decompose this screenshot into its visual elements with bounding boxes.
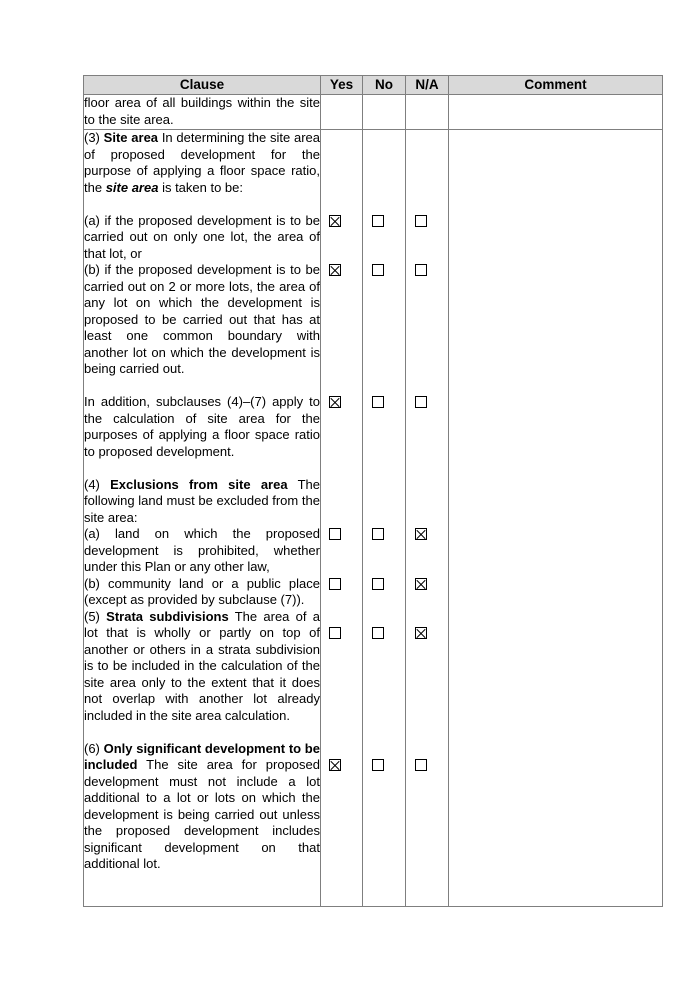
yes-checkbox-4a[interactable] [329,528,341,540]
na-checkbox-4a[interactable] [415,528,427,540]
item-4a: (a) land on which the proposed development is prohibited, whether under this Plan or any other law, [84,526,320,574]
header-comment: Comment [449,76,663,95]
site-area-paragraph [84,130,320,213]
item-4b: (b) community land or a public place (except as provided by subclause (7)). [84,575,320,607]
na-checkbox-3b[interactable] [415,264,427,276]
yes-cell [321,95,363,130]
na-checkbox-5[interactable] [415,627,427,639]
clause-cell [84,95,321,130]
header-clause: Clause [84,76,321,95]
subclause-text: The site area for proposed development must not include a lot additional to a lot or lots on which the development is being carried out unless the proposed development includes significant development on that additional lot. [84,757,320,871]
yes-checkbox-3c[interactable] [329,396,341,408]
na-checkbox-6[interactable] [415,759,427,771]
no-checkbox-4b[interactable] [372,578,384,590]
na-checkbox-3c[interactable] [415,396,427,408]
significant-paragraph [84,741,320,890]
no-checkbox-3b[interactable] [372,264,384,276]
na-checkbox-4b[interactable] [415,578,427,590]
table-row [84,130,663,907]
yes-checkbox-3b[interactable] [329,264,341,276]
clause-table [83,75,663,907]
item-3b: (b) if the proposed development is to be carried out on 2 or more lots, the area of any lot on which the development is proposed to be carried out that has at least one common boundary with another lot on which the development is being carried out. [84,262,320,376]
yes-checkbox-6[interactable] [329,759,341,771]
no-cell [363,130,406,907]
item-3a: (a) if the proposed development is to be carried out on only one lot, the area of that lot, or [84,212,320,261]
subclause-intro: In determining the site area of proposed development for the purpose of applying a floor space ratio, the [84,130,320,195]
header-no: No [363,76,406,95]
subclause-number: (3) [84,130,100,145]
clause-text: floor area of all buildings within the site to the site area. [84,95,320,127]
subclause-title: Only significant development to be included [84,740,320,772]
no-checkbox-4a[interactable] [372,528,384,540]
comment-cell[interactable] [449,130,663,907]
clause-cell [84,130,321,907]
no-checkbox-6[interactable] [372,759,384,771]
no-checkbox-3a[interactable] [372,215,384,227]
subclause-title: Strata subdivisions [106,608,229,624]
subclause-intro-end: is taken to be: [158,179,244,195]
item-3c: In addition, subclauses (4)–(7) apply to the calculation of site area for the purposes of applying a floor space ratio to proposed development. [84,394,320,459]
na-checkbox-3a[interactable] [415,215,427,227]
table-row [84,95,663,130]
yes-checkbox-3a[interactable] [329,215,341,227]
no-cell [363,95,406,130]
strata-paragraph [84,609,320,741]
na-cell [406,95,449,130]
no-checkbox-3c[interactable] [372,396,384,408]
subclause-number: (6) [84,740,100,756]
yes-checkbox-4b[interactable] [329,578,341,590]
na-cell [406,130,449,907]
subclause-title: Exclusions from site area [110,476,288,492]
defined-term: site area [105,179,159,195]
no-checkbox-5[interactable] [372,627,384,639]
subclause-number: (4) [84,476,100,492]
subclause-intro: The following land must be excluded from the site area: [84,476,320,525]
yes-checkbox-5[interactable] [329,627,341,639]
header-row [84,76,663,95]
header-yes: Yes [321,76,363,95]
header-na: N/A [406,76,449,95]
yes-cell [321,130,363,907]
exclusions-paragraph [84,477,320,527]
comment-cell [449,95,663,130]
subclause-title: Site area [103,130,159,145]
subclause-number: (5) [84,608,100,624]
subclause-text: The area of a lot that is wholly or partly on top of another or others in a strata subdivision is to be included in the calculation of the site area only to the extent that it does not overlap with another lot already included in the site area calculation. [84,608,320,723]
